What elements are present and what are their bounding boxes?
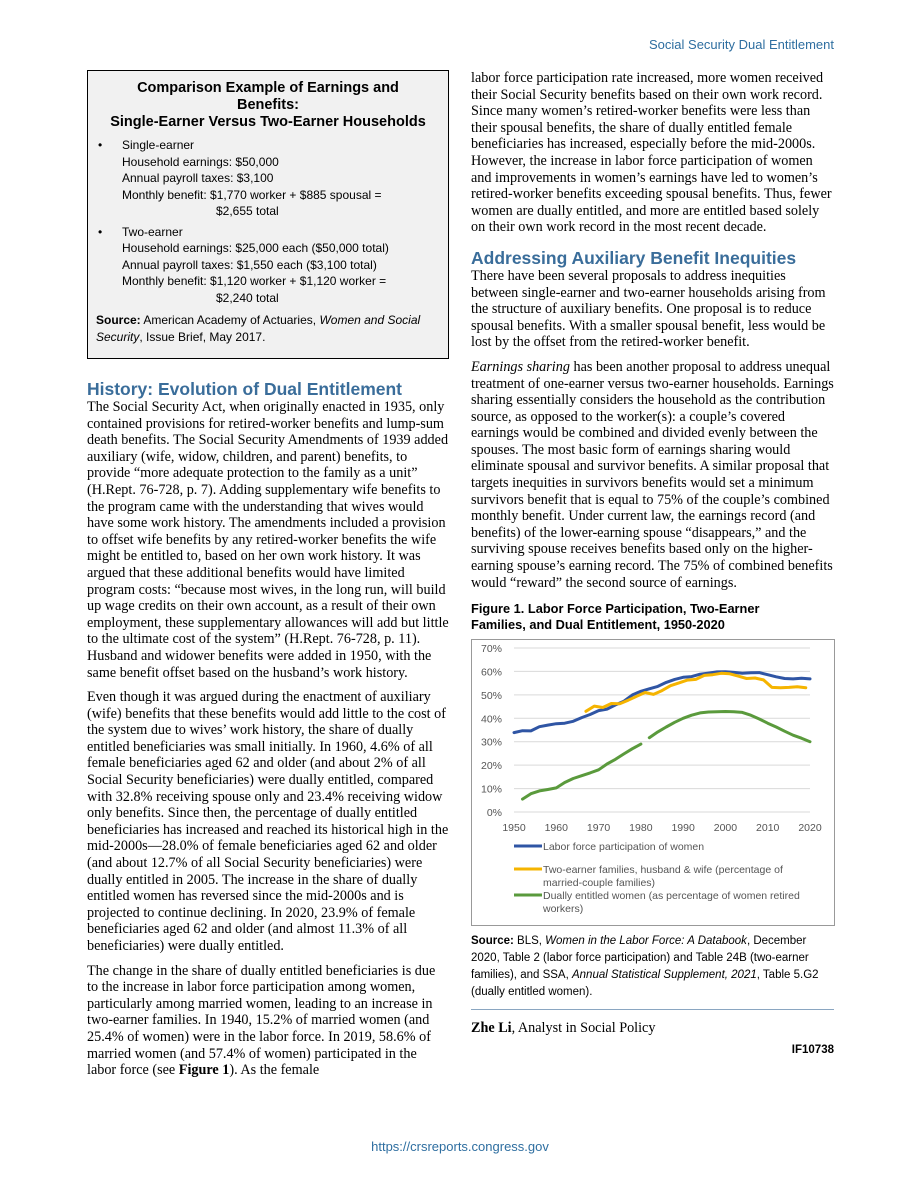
bullet-icon: • — [98, 138, 103, 152]
paragraph: Earnings sharing has been another proposal to address unequal treatment of one-earner versus two-earner households. Earnings sharing essentially considers the household as the contribution source, as opposed to the worker(s): a couple’s covered earnings would be combined and divided evenly between the spouses. The most basic form of earnings sharing would eliminate spousal and survivor benefits. A similar proposal that targets inequities in survivors benefits would set a minimum survivors benefit that is equal to 75% of the couple’s combined monthly benefit. Under current law, the earnings record (and benefits) of the lower-earning spouse “disappears,” and the surviving spouse receives benefits based only on the higher-earning spouse’s earning record. The 75% of combined benefits would “reward” the second source of earnings. — [471, 358, 834, 591]
y-tick-label: 20% — [480, 760, 502, 773]
x-tick-label: 2010 — [756, 822, 780, 835]
y-tick-label: 40% — [480, 713, 502, 726]
x-tick-label: 1970 — [586, 822, 611, 835]
paragraph: labor force participation rate increased, more women received their Social Security benefits based on their own work record. Since many women’s retired-worker benefits were less than their spousal benefits, the share of dually entitled female beneficiaries has increased, especially before the mid-2000s. However, the increase in labor force participation of women and improvements in women’s earnings have led to women’s retired-worker benefits exceeding spousal benefits. Thus, fewer women are dually entitled, and more are entitled based solely on their own work record in the most recent decade. — [471, 70, 832, 236]
section-heading-inequities: Addressing Auxiliary Benefit Inequities — [471, 247, 797, 268]
list-item-two-earner: • Two-earner Household earnings: $25,000 each ($50,000 total) Annual payroll taxes: $1,550 each ($3,100 total) Monthly benefit: $1,120 worker + $1,120 worker = $2,240 total — [98, 224, 389, 305]
y-tick-label: 60% — [480, 666, 502, 679]
bullet-icon: • — [98, 224, 103, 239]
x-tick-label: 2000 — [713, 822, 738, 835]
legend-label: married-couple families) — [543, 877, 656, 890]
y-tick-label: 10% — [480, 783, 502, 796]
paragraph: Even though it was argued during the enactment of auxiliary (wife) benefits that these benefits would add little to the cost of the system due to wives’ work history, the share of dually entitled beneficiaries was small initially. In 1960, 4.6% of all female beneficiaries aged 62 and older (and about 2% of all Social Security beneficiaries) were dually entitled, compared with 32.8% receiving spouse only and 23.4% receiving widow only benefits. Since then, the percentage of dually entitled beneficiaries has increased and reached its historical high in the mid-2000s—28.0% of female beneficiaries aged 62 and older (and about 12.7% of all Social Security beneficiaries) were dually entitled in 2005. The increase in the share of dually entitled women has reversed since the mid-2000s and is projected to continue declining. In 2020, 23.9% of female beneficiaries aged 62 and older (and almost 11.3% of all beneficiaries) were dually entitled. — [87, 689, 449, 954]
paragraph: The Social Security Act, when originally enacted in 1935, only contained provisions for retired-worker benefits and lump-sum death benefits. The Social Security Amendments of 1939 added auxiliary (wife, widow, children, and parent) benefits, to provide “more adequate protection to the family as a unit” (H.Rept. 76-728, p. 7). Adding supplementary wife benefits to the program came with the understanding that wives would have some work history. The amendments included a provision to offset wife benefits by any retired-worker benefits the wife might be entitled to, based on her own work history. It was argued that these additional benefits would have limited program costs: “because most wives, in the long run, will build up wage credits on their own account, as a result of their own employment, these supplementary allowances will add but little to the ultimate cost of the system” (H.Rept. 76-728, p. 11). Husband and widower benefits were added in 1950, with the same benefit offset based on the husband’s work history. — [87, 399, 449, 681]
figure-source: Source: BLS, Women in the Labor Force: A Databook, December 2020, Table 2 (labor force participation) and Table 24B (two-earner families), and SSA, Annual Statistical Supplement, 2021, Table 5.G2 (dually entitled women). — [471, 935, 819, 999]
footer-link[interactable]: https://crsreports.congress.gov — [371, 1139, 549, 1154]
x-tick-label: 1990 — [671, 822, 695, 835]
line-chart — [471, 639, 835, 926]
x-tick-label: 2020 — [798, 822, 822, 835]
y-tick-label: 50% — [480, 690, 502, 703]
y-tick-label: 30% — [480, 736, 502, 749]
box-source: Source: American Academy of Actuaries, Women and Social Security, Issue Brief, May 2017. — [96, 313, 421, 344]
running-header: Social Security Dual Entitlement — [649, 37, 834, 52]
x-tick-label: 1980 — [629, 822, 653, 835]
legend-label: Two-earner families, husband & wife (percentage of — [543, 864, 783, 877]
legend-label: workers) — [543, 903, 584, 916]
section-heading-history: History: Evolution of Dual Entitlement — [87, 379, 403, 399]
right-column — [471, 70, 834, 1056]
comparison-list — [96, 137, 440, 306]
y-tick-label: 0% — [486, 807, 502, 820]
box-title: Comparison Example of Earnings and Benefits: Single-Earner Versus Two-Earner Households — [110, 80, 426, 130]
paragraph: The change in the share of dually entitled beneficiaries is due to the increase in labor force participation among women, particularly among married women, leading to an increase in two-earner families. In 1940, 15.2% of married women (and 25.4% of women) were in the labor force. In 2019, 58.6% of married women (and 57.4% of women) participated in the labor force (see Figure 1). As the female — [87, 962, 436, 1079]
x-tick-label: 1960 — [544, 822, 568, 835]
author-line: Zhe Li, Analyst in Social Policy — [471, 1020, 656, 1037]
comparison-box — [87, 70, 449, 359]
list-item-single-earner: • Single-earner Household earnings: $50,000 Annual payroll taxes: $3,100 Monthly benefit: $1,770 worker + $885 spousal = $2,655 total — [98, 138, 382, 218]
legend-label: Dually entitled women (as percentage of women retired — [543, 890, 800, 903]
document-id: IF10738 — [791, 1044, 834, 1057]
y-tick-label: 70% — [480, 643, 502, 656]
figure-title: Figure 1. Labor Force Participation, Two-Earner Families, and Dual Entitlement, 1950-2020 — [471, 601, 760, 633]
left-column — [87, 70, 449, 1087]
x-tick-label: 1950 — [502, 822, 526, 835]
chart-svg — [472, 640, 834, 925]
paragraph: There have been several proposals to address inequities between single-earner and two-earner households arising from the structure of auxiliary benefits. One proposal is to reduce spousal benefits. With a smaller spousal benefit, less would be lost by the offset from the retired-worker benefit. — [471, 267, 826, 351]
divider — [471, 1009, 834, 1010]
series-line — [523, 712, 811, 800]
figure-reference: Figure 1 — [178, 1062, 230, 1079]
legend-label: Labor force participation of women — [543, 841, 705, 854]
series-line — [586, 674, 806, 712]
